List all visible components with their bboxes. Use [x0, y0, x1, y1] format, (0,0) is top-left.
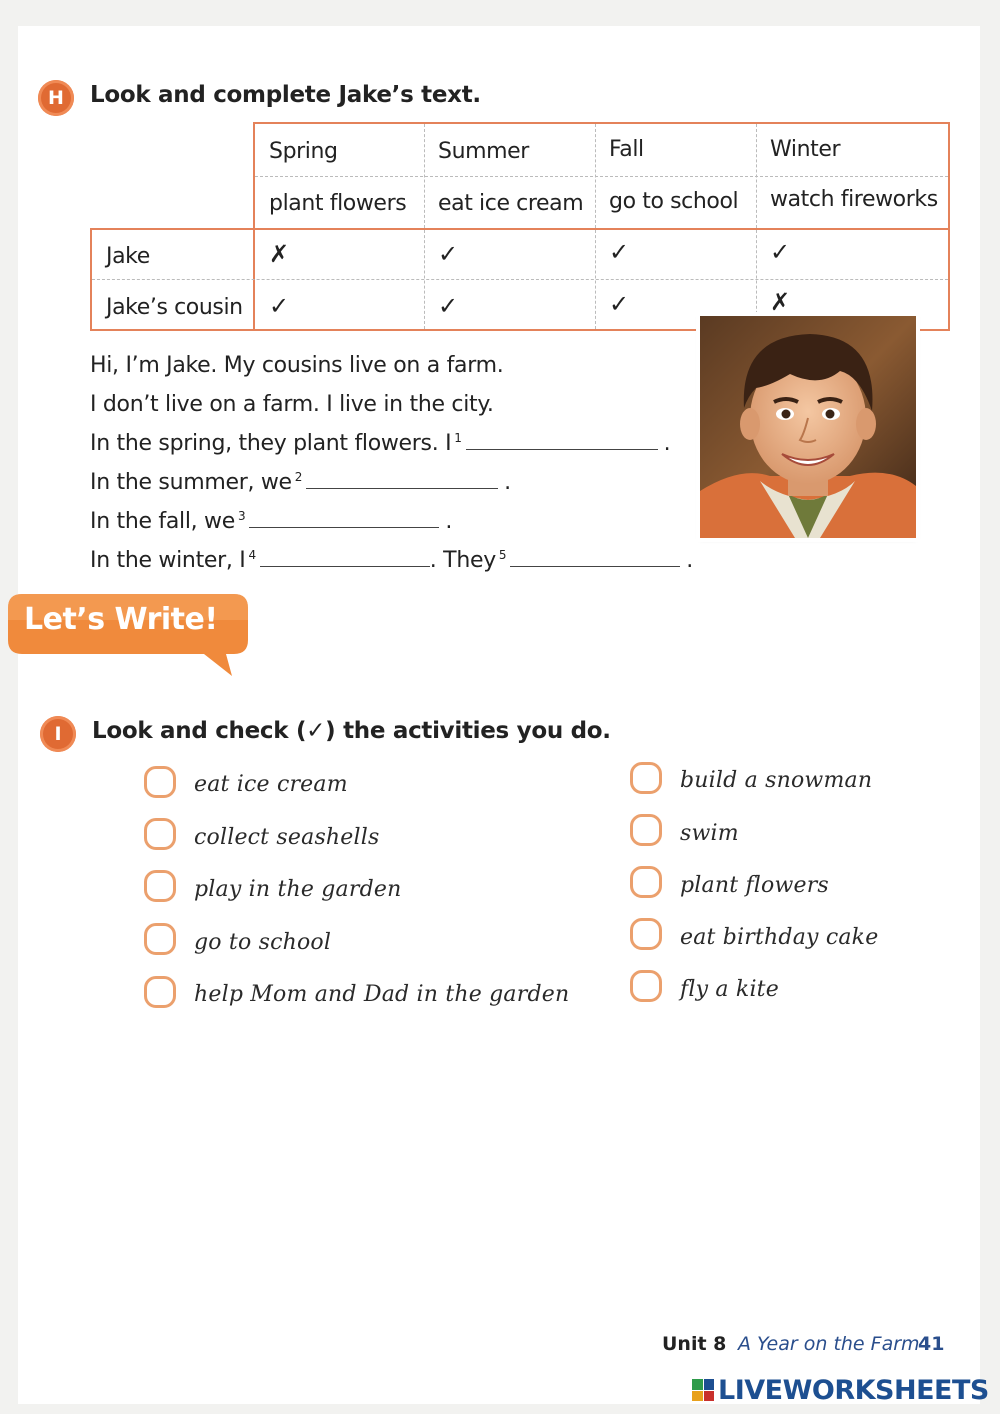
- blank-number: 2: [294, 470, 303, 484]
- mark-cell: ✗: [770, 288, 790, 316]
- checkbox-help-mom-and-dad[interactable]: [144, 976, 176, 1008]
- text-line-3: In the spring, they plant flowers. I $^1$ .: [90, 431, 671, 456]
- activity-label: plant flowers: [680, 873, 829, 898]
- section-badge-i: I: [40, 716, 76, 752]
- text-line-1: Hi, I’m Jake. My cousins live on a farm.: [90, 353, 504, 378]
- lets-write-banner: [8, 590, 248, 656]
- footer-unit: Unit 8: [662, 1333, 727, 1355]
- row-name-jake: Jake: [106, 243, 150, 269]
- checkbox-play-in-the-garden[interactable]: [144, 870, 176, 902]
- checkbox-swim[interactable]: [630, 814, 662, 846]
- activity-label: swim: [680, 821, 739, 846]
- checkbox-fly-a-kite[interactable]: [630, 970, 662, 1002]
- boy-photo: [700, 316, 916, 538]
- checkbox-eat-ice-cream[interactable]: [144, 766, 176, 798]
- mark-cell: ✓: [438, 292, 458, 320]
- answer-blank-4[interactable]: [260, 548, 430, 567]
- section-i-title: Look and check (✓) the activities you do.: [92, 718, 611, 744]
- season-header: Summer: [438, 138, 529, 164]
- text-line-5: In the fall, we $^3$ .: [90, 509, 453, 534]
- answer-blank-2[interactable]: [306, 470, 498, 489]
- activity-cell: go to school: [609, 188, 739, 214]
- activity-cell: plant flowers: [269, 190, 407, 216]
- activity-label: build a snowman: [680, 768, 873, 793]
- activity-label: play in the garden: [194, 877, 402, 902]
- activity-label: eat ice cream: [194, 772, 348, 797]
- section-badge-h: H: [38, 80, 74, 116]
- liveworksheets-text: LIVEWORKSHEETS: [718, 1374, 989, 1406]
- season-header: Winter: [770, 136, 841, 162]
- row-name-jakes-cousin: Jake’s cousin: [106, 294, 243, 320]
- activity-cell: eat ice cream: [438, 190, 584, 216]
- checkbox-plant-flowers[interactable]: [630, 866, 662, 898]
- checkbox-collect-seashells[interactable]: [144, 818, 176, 850]
- mark-cell: ✓: [269, 292, 289, 320]
- mark-cell: ✓: [770, 238, 790, 266]
- activity-label: go to school: [194, 930, 332, 955]
- checkbox-go-to-school[interactable]: [144, 923, 176, 955]
- answer-blank-1[interactable]: [466, 431, 658, 450]
- activity-label: collect seashells: [194, 825, 380, 850]
- activity-label: eat birthday cake: [680, 925, 879, 950]
- text-line-4: In the summer, we $^2$ .: [90, 470, 511, 495]
- lets-write-label: Let’s Write!: [24, 602, 218, 637]
- liveworksheets-watermark: [692, 1374, 989, 1406]
- mark-cell: ✓: [609, 290, 629, 318]
- mark-cell: ✓: [609, 238, 629, 266]
- season-header: Fall: [609, 136, 644, 162]
- blank-number: 1: [454, 431, 462, 445]
- text-line-6: In the winter, I $^4$ . They $^5$ .: [90, 548, 693, 573]
- mark-cell: ✗: [269, 240, 289, 268]
- activity-label: fly a kite: [680, 977, 779, 1002]
- text-line-2: I don’t live on a farm. I live in the city.: [90, 392, 494, 417]
- season-header: Spring: [269, 138, 338, 164]
- blank-number: 4: [248, 548, 256, 562]
- page-number: 41: [918, 1333, 945, 1355]
- blank-number: 3: [238, 509, 246, 523]
- activity-label: help Mom and Dad in the garden: [194, 982, 570, 1007]
- checkbox-build-a-snowman[interactable]: [630, 762, 662, 794]
- mark-cell: ✓: [438, 240, 458, 268]
- liveworksheets-logo-icon: [692, 1379, 714, 1401]
- answer-blank-5[interactable]: [510, 548, 680, 567]
- answer-blank-3[interactable]: [249, 509, 439, 528]
- activity-cell: watch fireworks: [770, 186, 938, 212]
- section-h-title: Look and complete Jake’s text.: [90, 82, 481, 108]
- checkbox-eat-birthday-cake[interactable]: [630, 918, 662, 950]
- blank-number: 5: [498, 548, 507, 562]
- footer-title: A Year on the Farm: [738, 1333, 920, 1355]
